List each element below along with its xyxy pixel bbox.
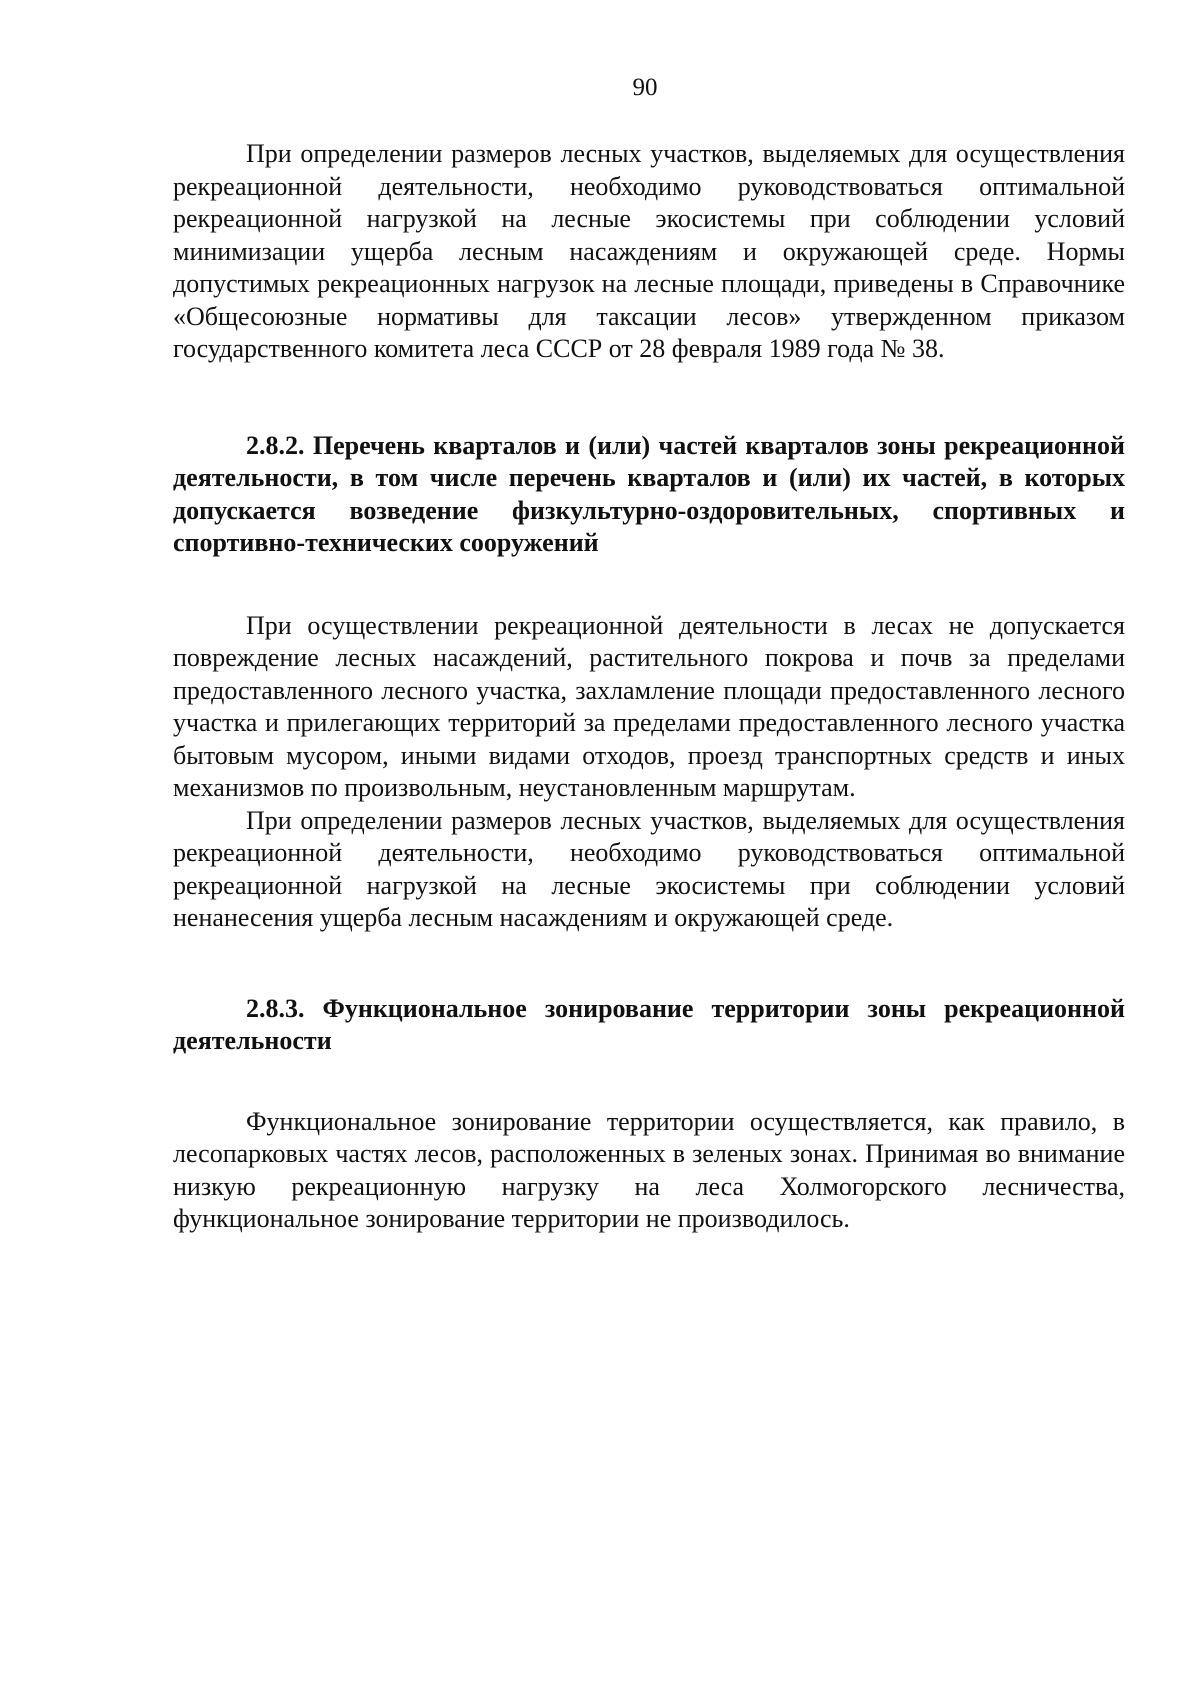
section-2-8-2-paragraph-2: При определении размеров лесных участков, выделяемых для осуществления рекреационной деятельности, необходимо руководствоваться оптимальной рекреационной нагрузкой на лесные экосистемы при соблюдении условий ненанесения ущерба лесным насаждениям и окружающей среде. (173, 805, 1125, 932)
section-2-8-3-paragraph: Функциональное зонирование территории осуществляется, как правило, в лесопарковых частях лесов, расположенных в зеленых зонах. Принимая во внимание низкую рекреационную нагрузку на леса Холмогорского лесничества, функциональное зонирование территории не производилось. (173, 1106, 1125, 1233)
section-2-8-2-paragraph-1: При осуществлении рекреационной деятельности в лесах не допускается повреждение лесных насаждений, растительного покрова и почв за пределами предоставленного лесного участка, захламление площади предоставленного лесного участка и прилегающих территорий за пределами предоставленного лесного участка бытовым мусором, иными видами отходов, проезд транспортных средств и иных механизмов по произвольным, неустановленным маршрутам. (173, 610, 1125, 802)
page-number: 90 (632, 74, 658, 101)
document-body (173, 138, 1125, 1236)
section-heading-2-8-2: 2.8.2. Перечень кварталов и (или) частей кварталов зоны рекреационной деятельности, в том числе перечень кварталов и (или) их частей, в которых допускается возведение физкультурно-оздоровительных, спортивных и спортивно-технических сооружений (173, 430, 1125, 557)
intro-paragraph: При определении размеров лесных участков, выделяемых для осуществления рекреационной деятельности, необходимо руководствоваться оптимальной рекреационной нагрузкой на лесные экосистемы при соблюдении условий минимизации ущерба лесным насаждениям и окружающей среде. Нормы допустимых рекреационных нагрузок на лесные площади, приведены в Справочнике «Общесоюзные нормативы для таксации лесов» утвержденном приказом государственного комитета леса СССР от 28 февраля 1989 года № 38. (173, 139, 1125, 363)
section-heading-2-8-3: 2.8.3. Функциональное зонирование территории зоны рекреационной деятельности (173, 993, 1125, 1055)
spacer (173, 935, 1125, 993)
spacer (173, 560, 1125, 610)
spacer (173, 1058, 1125, 1106)
spacer (173, 366, 1125, 430)
